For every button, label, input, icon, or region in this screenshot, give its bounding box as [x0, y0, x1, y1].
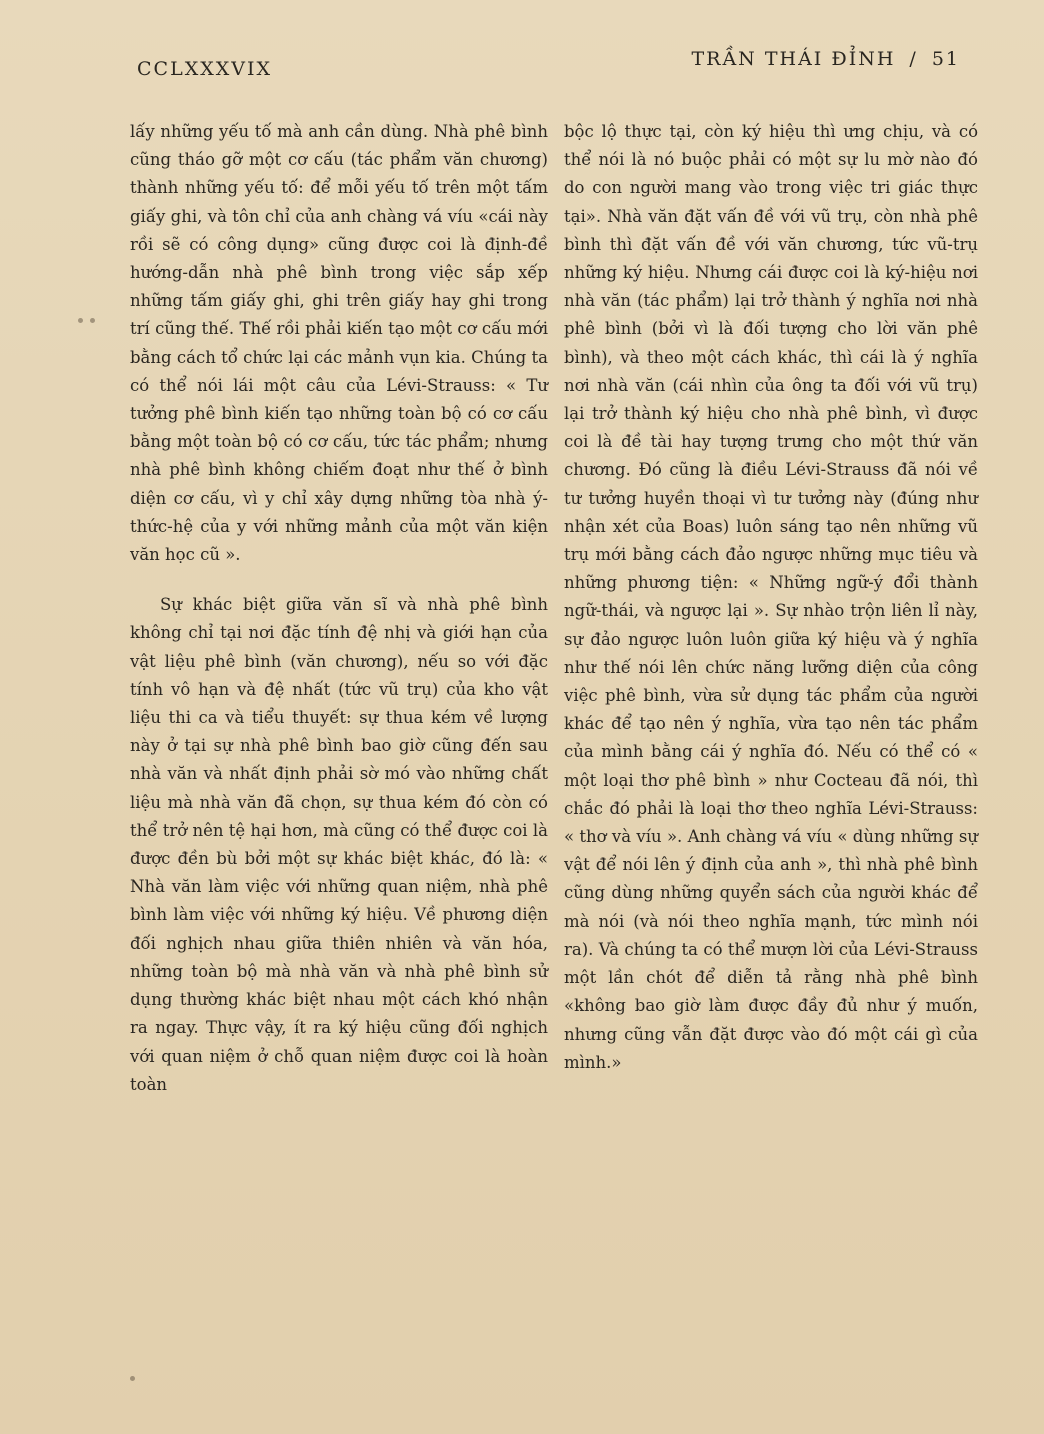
page-header [0, 48, 1044, 88]
left-paragraph-2: Sự khác biệt giữa văn sĩ và nhà phê bình không chỉ tại nơi đặc tính đệ nhị và giới hạn của vật liệu phê bình (văn chương), nếu so với đặc tính vô hạn và đệ nhất (tức vũ trụ) của kho vật liệu thi ca và tiểu thuyết: sự thua kém về lượng này ở tại sự nhà phê bình bao giờ cũng đến sau nhà văn và nhất định phải sờ mó vào những chất liệu mà nhà văn đã chọn, sự thua kém đó còn có thể trở nên tệ hại hơn, mà cũng có thể được coi là được đền bù bởi một sự khác biệt khác, đó là: « Nhà văn làm việc với những quan niệm, nhà phê bình làm việc với những ký hiệu. Về phương diện đối nghịch nhau giữa thiên nhiên và văn hóa, những toàn bộ mà nhà văn và nhà phê bình sử dụng thường khác biệt nhau một cách khó nhận ra ngay. Thực vậy, ít ra ký hiệu cũng đối nghịch với quan niệm ở chỗ quan niệm được coi là hoàn toàn [130, 595, 548, 1094]
header-separator: / [909, 48, 918, 70]
right-paragraph-1: bộc lộ thực tại, còn ký hiệu thì ưng chịu, và có thể nói là nó buộc phải có một sự lu mờ nào đó do con người mang vào trong việc tri giác thực tại». Nhà văn đặt vấn đề với vũ trụ, còn nhà phê bình thì đặt vấn đề với văn chương, tức vũ-trụ những ký hiệu. Nhưng cái được coi là ký-hiệu nơi nhà văn (tác phẩm) lại trở thành ý nghĩa nơi nhà phê bình (bởi vì là đối tượng cho lời văn phê bình), và theo một cách khác, thì cái là ý nghĩa nơi nhà văn (cái nhìn của ông ta đối với vũ trụ) lại trở thành ký hiệu cho nhà phê bình, vì được coi là đề tài hay tượng trưng cho một thứ văn chương. Đó cũng là điều Lévi-Strauss đã nói về tư tưởng huyền thoại vì tư tưởng này (đúng như nhận xét của Boas) luôn sáng tạo nên những vũ trụ mới bằng cách đảo ngược những mục tiêu và những phương tiện: « Những ngữ-ý đổi thành ngữ-thái, và ngược lại ». Sự nhào trộn liên lỉ này, sự đảo ngược luôn luôn giữa ký hiệu và ý nghĩa như thế nói lên chức năng lưỡng diện của công việc phê bình, vừa sử dụng tác phẩm của người khác để tạo nên ý nghĩa, vừa tạo nên tác phẩm của mình bằng cái ý nghĩa đó. Nếu có thể có « một loại thơ phê bình » như Cocteau đã nói, thì chắc đó phải là loại thơ theo nghĩa Lévi-Strauss: « thơ và víu ». Anh chàng vá víu « dùng những sự vật để nói lên ý định của anh », thì nhà phê bình cũng dùng những quyển sách của người khác để mà nói (và nói theo nghĩa mạnh, tức mình nói ra). Và chúng ta có thể mượn lời của Lévi-Strauss một lần chót để diễn tả rằng nhà phê bình «không bao giờ làm được đầy đủ như ý muốn, nhưng cũng vẫn đặt được vào đó một cái gì của mình.» [564, 122, 978, 1072]
margin-dot-mark [130, 1376, 135, 1381]
left-column [130, 118, 548, 1099]
margin-dot-mark [90, 318, 95, 323]
left-paragraph-1: lấy những yếu tố mà anh cần dùng. Nhà phê bình cũng tháo gỡ một cơ cấu (tác phẩm văn chương) thành những yếu tố: để mỗi yếu tố trên một tấm giấy ghi, và tôn chỉ của anh chàng vá víu «cái này rồi sẽ có công dụng» cũng được coi là định-đề hướng-dẫn nhà phê bình trong việc sắp xếp những tấm giấy ghi, ghi trên giấy hay ghi trong trí cũng thế. Thế rồi phải kiến tạo một cơ cấu mới bằng cách tổ chức lại các mảnh vụn kia. Chúng ta có thể nói lái một câu của Lévi-Strauss: « Tư tưởng phê bình kiến tạo những toàn bộ có cơ cấu bằng một toàn bộ có cơ cấu, tức tác phẩm; nhưng nhà phê bình không chiếm đoạt như thế ở bình diện cơ cấu, vì y chỉ xây dựng những tòa nhà ý-thức-hệ của y với những mảnh của một văn kiện văn học cũ ». [130, 122, 548, 565]
right-column [564, 118, 978, 1077]
running-head [691, 48, 960, 70]
header-chapter-numeral: CCLXXXVIX [137, 58, 273, 80]
page-number: 51 [931, 48, 960, 70]
header-author: TRẦN THÁI ĐỈNH [691, 48, 896, 70]
margin-dot-mark [78, 318, 83, 323]
